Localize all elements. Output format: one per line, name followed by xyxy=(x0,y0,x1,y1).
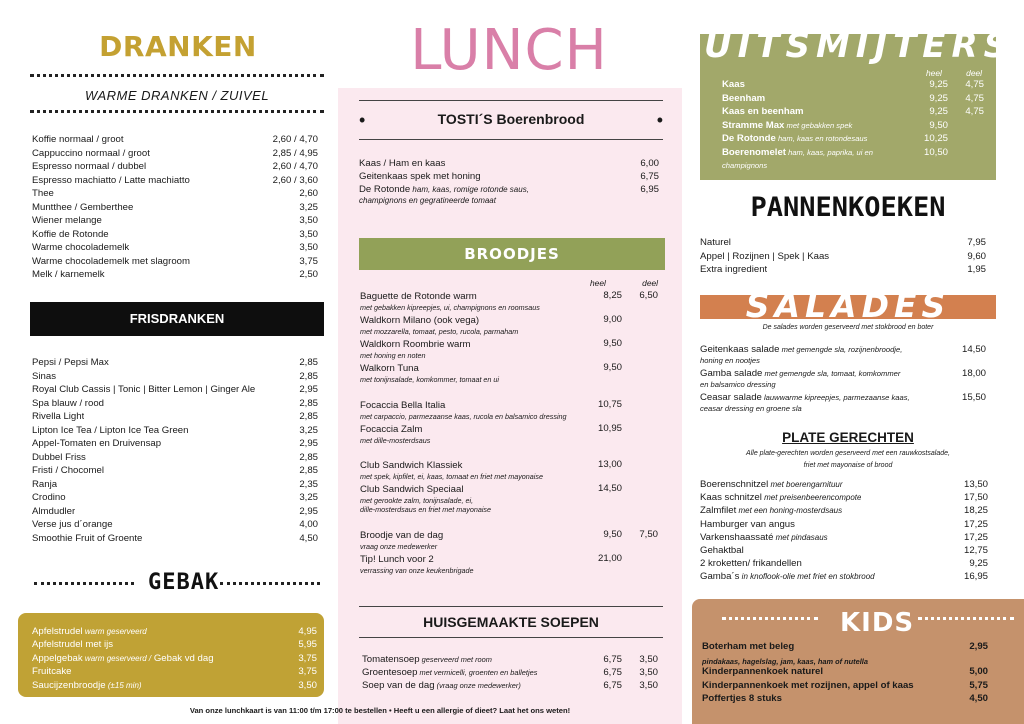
lunch-title: LUNCH xyxy=(410,18,608,83)
item-name: Varkenshaassaté met pindasaus xyxy=(700,531,828,543)
item-price-heel: 9,25 xyxy=(929,79,948,90)
item-name: Pepsi / Pepsi Max xyxy=(32,357,109,368)
item-price: 2,85 xyxy=(299,357,318,368)
item-price: 2,85 xyxy=(299,370,318,382)
item-extra: Gebak vd dag xyxy=(151,652,214,664)
item-name: Melk / karnemelk xyxy=(32,269,105,280)
item-name: Boterham met beleg xyxy=(702,641,795,652)
item-note-line2: en balsamico dressing xyxy=(700,380,776,389)
item-name: Gehaktbal xyxy=(700,545,744,556)
item-note: met gebakken kipreepjes, ui, champignons en roomsaus xyxy=(360,303,540,312)
item-note: verrassing van onze keukenbrigade xyxy=(360,566,474,575)
menu-item xyxy=(700,504,988,517)
footer-note: Van onze lunchkaart is van 11:00 t/m 17:00 te bestellen • Heeft u een allergie of dieet? Laat het ons weten! xyxy=(189,706,571,715)
dranken-title: DRANKEN xyxy=(99,30,257,63)
item-price-heel: 9,50 xyxy=(603,338,622,349)
item-price: 18,25 xyxy=(963,505,988,517)
item-name: Broodje van de dag xyxy=(360,530,444,541)
item-name: Lipton Ice Tea / Lipton Ice Tea Green xyxy=(32,424,189,436)
menu-item xyxy=(32,268,318,281)
item-note: met gerookte zalm, tonijnsalade, ei, xyxy=(360,496,474,505)
item-price: 17,25 xyxy=(963,518,988,530)
menu-item xyxy=(32,518,318,531)
dotted-divider xyxy=(30,74,324,77)
item-note: met vermicelli, groenten en balletjes xyxy=(417,668,538,677)
menu-item xyxy=(32,147,318,160)
item-name: Fruitcake xyxy=(32,666,72,678)
broodjes-col-headers xyxy=(590,277,658,290)
menu-item xyxy=(32,201,318,214)
item-name: Koffie de Rotonde xyxy=(32,228,109,240)
item-price: 13,50 xyxy=(963,479,988,490)
menu-item xyxy=(32,356,318,369)
menu-item xyxy=(702,692,988,705)
bullet-icon: • xyxy=(656,110,663,130)
menu-item xyxy=(32,437,318,450)
item-name: Zalmfilet met een honing-mosterdsaus xyxy=(700,505,843,517)
item-name: Cappuccino normaal / groot xyxy=(32,147,150,159)
item-price-heel: 6,75 xyxy=(603,680,622,691)
item-note: warm geserveerd / xyxy=(82,653,152,663)
item-note: (±15 min) xyxy=(105,680,142,690)
menu-item xyxy=(32,410,318,423)
item-price: 3,25 xyxy=(299,201,318,213)
item-name: Kinderpannenkoek met rozijnen, appel of kaas xyxy=(702,680,914,691)
menu-item xyxy=(359,183,659,196)
item-note-line2: ceasar dressing en groene sla xyxy=(700,404,802,413)
item-name: Kaas en beenham xyxy=(722,106,804,118)
menu-item xyxy=(32,491,318,504)
menu-item xyxy=(700,263,986,276)
item-name: Gamba salade met gemengde sla, tomaat, komkommer xyxy=(700,368,901,379)
uitsmijters-title: UITSMIJTERS xyxy=(704,26,1015,66)
item-name: Beenham xyxy=(722,92,766,104)
item-note: geserveerd met room xyxy=(419,655,492,664)
item-price: 2,60 / 3,60 xyxy=(272,174,318,186)
item-price-heel: 6,75 xyxy=(603,667,622,678)
menu-item xyxy=(32,174,318,187)
menu-item xyxy=(359,157,659,170)
item-name: Apfelstrudel met ijs xyxy=(32,639,114,651)
item-price: 2,85 xyxy=(299,397,318,409)
item-note-line2: champignons xyxy=(722,160,768,170)
item-note: (vraag onze medewerker) xyxy=(434,681,521,690)
item-note: met preisenbeerencompote xyxy=(761,493,862,503)
col-heel-label: heel xyxy=(926,68,942,78)
menu-item xyxy=(700,491,988,504)
dotted-divider xyxy=(30,110,324,113)
item-name: De Rotonde ham, kaas, romige rotonde saus, xyxy=(359,184,529,195)
item-name: Hamburger van angus xyxy=(700,518,795,530)
item-price-heel: 6,75 xyxy=(603,654,622,665)
menu-item xyxy=(32,187,318,200)
dotted-divider xyxy=(34,582,134,585)
plate-gerechten-title: PLATE GERECHTEN xyxy=(782,430,914,445)
item-name: Espresso machiatto / Latte machiatto xyxy=(32,174,190,186)
item-price: 2,60 xyxy=(299,188,318,199)
tosti-title: TOSTI´S Boerenbrood xyxy=(437,111,585,127)
item-name: Waldkorn Milano (ook vega) xyxy=(360,315,480,326)
item-price: 2,85 xyxy=(299,465,318,476)
item-price: 2,35 xyxy=(299,478,318,490)
item-name: pindakaas, hagelslag, jam, kaas, ham of nutella xyxy=(702,657,868,666)
menu-item xyxy=(700,518,988,531)
menu-item xyxy=(359,170,659,183)
item-note: met gebakken spek xyxy=(784,120,853,130)
menu-item xyxy=(32,383,318,396)
item-price-deel: 4,75 xyxy=(965,92,984,104)
item-price: 3,25 xyxy=(299,424,318,436)
item-price-heel: 9,25 xyxy=(929,106,948,118)
menu-item xyxy=(32,464,318,477)
item-price: 15,50 xyxy=(961,392,986,403)
item-price-heel: 10,50 xyxy=(923,147,948,158)
menu-item xyxy=(32,370,318,383)
item-note: lauwwarme kipreepjes, parmezaanse kaas, xyxy=(761,393,910,402)
item-price-deel: 4,75 xyxy=(965,106,984,118)
item-name: Geitenkaas salade met gemengde sla, rozijnenbroodje, xyxy=(700,344,903,355)
item-name: De Rotonde ham, kaas en rotondesaus xyxy=(722,133,868,145)
menu-item xyxy=(700,250,986,263)
item-price: 17,25 xyxy=(963,531,988,543)
menu-item xyxy=(702,679,988,692)
plate-subtitle-2: friet met mayonaise of brood xyxy=(803,462,893,469)
gebak-panel xyxy=(18,613,324,697)
item-name: Kinderpannenkoek naturel xyxy=(702,666,824,677)
item-name: Koffie normaal / groot xyxy=(32,134,124,145)
item-note: met honing en noten xyxy=(360,351,426,360)
item-price-heel: 9,50 xyxy=(929,119,948,131)
bullet-icon: • xyxy=(359,110,366,130)
item-note: met carpaccio, parmezaanse kaas, rucola en balsamico dressing xyxy=(360,412,567,421)
dotted-divider xyxy=(918,617,1014,620)
col-deel-label: deel xyxy=(642,278,658,288)
item-price: 1,95 xyxy=(967,264,986,275)
item-price: 3,50 xyxy=(299,228,318,240)
item-name: Walkorn Tuna xyxy=(360,363,419,374)
item-price: 5,00 xyxy=(969,666,988,677)
item-price: 2,95 xyxy=(299,505,318,517)
item-name: Focaccia Zalm xyxy=(360,424,423,435)
item-price-heel: 8,25 xyxy=(603,290,622,301)
broodjes-heading: BROODJES xyxy=(359,238,665,270)
item-name: Appelgebak warm geserveerd / Gebak vd dag xyxy=(32,652,214,664)
item-name: Dubbel Friss xyxy=(32,451,86,463)
item-price: 2,85 xyxy=(299,451,318,463)
uitsmijters-col-headers xyxy=(926,67,982,80)
item-price-heel: 9,50 xyxy=(603,362,622,373)
menu-item xyxy=(32,478,318,491)
item-name: Espresso normaal / dubbel xyxy=(32,161,147,172)
item-price-deel: 3,50 xyxy=(639,667,658,678)
item-price: 3,50 xyxy=(298,679,317,691)
item-name: Boerenschnitzel met boerengarnituur xyxy=(700,479,843,490)
item-name: Royal Club Cassis | Tonic | Bitter Lemon | Ginger Ale xyxy=(32,384,256,395)
item-name: Waldkorn Roombrie warm xyxy=(360,339,471,350)
item-price-deel: 7,50 xyxy=(639,529,658,540)
item-price: 2,95 xyxy=(299,384,318,395)
item-note: met tonijnsalade, komkommer, tomaat en ui xyxy=(360,375,500,384)
item-price: 5,75 xyxy=(969,680,988,691)
menu-item xyxy=(32,652,317,665)
item-price: 14,50 xyxy=(961,344,986,355)
item-name: Warme chocolademelk xyxy=(32,242,130,253)
item-price-heel: 21,00 xyxy=(597,553,622,564)
item-name: Almdudler xyxy=(32,505,76,517)
item-note-line2: honing en nootjes xyxy=(700,356,760,365)
item-price: 2,60 / 4,70 xyxy=(272,134,318,145)
item-name: Poffertjes 8 stuks xyxy=(702,693,782,704)
item-price-deel: 6,50 xyxy=(639,290,658,301)
item-name: Kaas xyxy=(722,79,745,90)
item-note: met mozzarella, tomaat, pesto, rucola, parmaham xyxy=(360,327,519,336)
item-note: met pindasaus xyxy=(773,532,828,542)
menu-item xyxy=(32,255,318,268)
item-name: Crodino xyxy=(32,492,66,503)
menu-item xyxy=(32,397,318,410)
menu-item xyxy=(32,679,317,692)
frisdranken-heading: FRISDRANKEN xyxy=(30,302,324,336)
item-price-deel: 3,50 xyxy=(639,680,658,691)
item-price: 3,25 xyxy=(299,492,318,503)
item-name: Baguette de Rotonde warm xyxy=(360,291,477,302)
item-name: Naturel xyxy=(700,237,731,248)
menu-item xyxy=(700,544,988,557)
item-price: 2,95 xyxy=(969,641,988,652)
item-name: Warme chocolademelk met slagroom xyxy=(32,255,190,267)
item-price: 16,95 xyxy=(963,571,988,583)
item-note-line2: dille-mosterdsaus en friet met mayonaise xyxy=(360,505,492,514)
item-price: 12,75 xyxy=(963,545,988,556)
item-name: Wiener melange xyxy=(32,215,102,226)
menu-item xyxy=(700,531,988,544)
menu-item xyxy=(32,625,317,638)
item-price: 2,50 xyxy=(299,269,318,280)
item-price: 9,60 xyxy=(967,250,986,262)
item-note: in knoflook-olie met friet en stokbrood xyxy=(739,572,875,582)
menu-item xyxy=(32,160,318,173)
gebak-title: GEBAK xyxy=(148,570,220,595)
item-note: met gemengde sla, rozijnenbroodje, xyxy=(779,345,903,354)
item-name: Kaas / Ham en kaas xyxy=(359,158,446,169)
item-price: 18,00 xyxy=(961,368,986,379)
item-price-heel: 10,25 xyxy=(923,133,948,145)
item-note: ham, kaas, paprika, ui en xyxy=(785,148,873,157)
item-price-heel: 13,00 xyxy=(597,459,622,470)
menu-item xyxy=(700,236,986,249)
item-note: warm geserveerd xyxy=(82,627,147,636)
item-price: 6,95 xyxy=(640,184,659,195)
item-price: 4,50 xyxy=(299,532,318,544)
item-name: Fristi / Chocomel xyxy=(32,465,104,476)
item-note: ham, kaas, romige rotonde saus, xyxy=(410,185,529,194)
item-note: met dille-mosterdsaus xyxy=(360,436,431,445)
item-price-heel: 9,50 xyxy=(603,529,622,540)
item-price: 5,95 xyxy=(298,639,317,651)
menu-item xyxy=(32,638,317,651)
tosti-header xyxy=(359,100,663,140)
item-price: 7,95 xyxy=(967,237,986,248)
warme-dranken-heading: WARME DRANKEN / ZUIVEL xyxy=(84,88,270,103)
item-name: Verse jus d´orange xyxy=(32,519,113,530)
item-price-heel: 14,50 xyxy=(597,483,622,494)
menu-item xyxy=(702,665,988,678)
menu-item xyxy=(700,570,988,583)
salades-title: SALADES xyxy=(745,286,951,325)
item-price-deel: 3,50 xyxy=(639,654,658,665)
item-price: 2,95 xyxy=(299,438,318,449)
item-name: 2 kroketten/ frikandellen xyxy=(700,558,802,570)
item-name: Rivella Light xyxy=(32,411,85,422)
plate-subtitle-1: Alle plate-gerechten worden geserveerd met een rauwkostsalade, xyxy=(746,450,950,457)
menu-item xyxy=(32,451,318,464)
item-note-line2: champignons en gegratineerde tomaat xyxy=(359,196,496,205)
menu-item xyxy=(700,557,988,570)
item-name: Appel-Tomaten en Druivensap xyxy=(32,438,162,449)
kids-title: KIDS xyxy=(840,608,915,638)
item-name: Thee xyxy=(32,188,54,199)
item-price: 4,50 xyxy=(969,693,988,704)
item-price-heel: 9,25 xyxy=(929,92,948,104)
item-price: 3,75 xyxy=(298,652,317,664)
item-price-heel: 10,95 xyxy=(597,423,622,434)
dotted-divider xyxy=(722,617,818,620)
menu-item xyxy=(32,214,318,227)
item-price: 2,60 / 4,70 xyxy=(272,161,318,172)
menu-item xyxy=(32,665,317,678)
item-price: 4,00 xyxy=(299,519,318,530)
item-name: Ranja xyxy=(32,478,58,490)
soepen-heading: HUISGEMAAKTE SOEPEN xyxy=(359,606,663,638)
item-name: Ceasar salade lauwwarme kipreepjes, parmezaanse kaas, xyxy=(700,392,910,403)
item-price: 4,95 xyxy=(298,626,317,637)
item-name: Saucijzenbroodje (±15 min) xyxy=(32,679,142,691)
menu-item xyxy=(32,424,318,437)
item-name: Club Sandwich Speciaal xyxy=(360,484,464,495)
col-deel-label: deel xyxy=(966,68,982,78)
item-name: Muntthee / Gemberthee xyxy=(32,201,134,213)
pannenkoeken-title: PANNENKOEKEN xyxy=(750,192,946,223)
item-price: 3,50 xyxy=(299,242,318,253)
item-price-heel: 9,00 xyxy=(603,314,622,325)
item-price-deel: 4,75 xyxy=(965,79,984,90)
item-price: 3,75 xyxy=(298,666,317,678)
item-note: met een honing-mosterdsaus xyxy=(736,506,843,516)
item-name: Extra ingredient xyxy=(700,264,768,275)
item-note: met spek, kipfilet, ei, kaas, tomaat en friet met mayonaise xyxy=(360,472,543,481)
item-price: 17,50 xyxy=(963,492,988,504)
item-price-heel: 10,75 xyxy=(597,399,622,410)
col-heel-label: heel xyxy=(590,278,606,288)
item-name: Spa blauw / rood xyxy=(32,397,104,409)
item-note: vraag onze medewerker xyxy=(360,542,438,551)
item-name: Focaccia Bella Italia xyxy=(360,400,446,411)
item-name: Boerenomelet ham, kaas, paprika, ui en xyxy=(722,147,873,158)
item-name: Apfelstrudel warm geserveerd xyxy=(32,626,147,637)
item-note: ham, kaas en rotondesaus xyxy=(775,134,868,144)
menu-item xyxy=(32,532,318,545)
item-name: Kaas schnitzel met preisenbeerencompote xyxy=(700,492,862,504)
item-name: Soep van de dag (vraag onze medewerker) xyxy=(362,680,521,691)
item-name: Appel | Rozijnen | Spek | Kaas xyxy=(700,250,830,262)
item-name: Groentesoep met vermicelli, groenten en balletjes xyxy=(362,667,538,678)
menu-item xyxy=(32,133,318,146)
item-price: 2,85 xyxy=(299,411,318,422)
item-price: 6,75 xyxy=(640,171,659,182)
item-name: Sinas xyxy=(32,370,56,382)
item-price: 3,75 xyxy=(299,255,318,267)
item-price: 6,00 xyxy=(640,158,659,169)
menu-item xyxy=(702,640,988,653)
item-name: Club Sandwich Klassiek xyxy=(360,460,463,471)
item-name: Geitenkaas spek met honing xyxy=(359,171,481,182)
menu-item xyxy=(32,241,318,254)
menu-item xyxy=(32,228,318,241)
dotted-divider xyxy=(220,582,320,585)
item-note: met gemengde sla, tomaat, komkommer xyxy=(762,369,901,378)
menu-item xyxy=(32,505,318,518)
item-name: Tip! Lunch voor 2 xyxy=(360,554,434,565)
menu-item xyxy=(700,478,988,491)
item-name: Stramme Max met gebakken spek xyxy=(722,119,853,131)
item-name: Smoothie Fruit of Groente xyxy=(32,532,143,544)
salades-subtitle: De salades worden geserveerd met stokbrood en boter xyxy=(762,324,934,331)
item-name: Gamba´s in knoflook-olie met friet en stokbrood xyxy=(700,571,875,583)
item-price: 9,25 xyxy=(969,558,988,570)
item-name: Tomatensoep geserveerd met room xyxy=(362,654,492,665)
item-price: 2,85 / 4,95 xyxy=(272,147,318,159)
item-price: 3,50 xyxy=(299,215,318,226)
item-note: met boerengarnituur xyxy=(768,480,843,489)
